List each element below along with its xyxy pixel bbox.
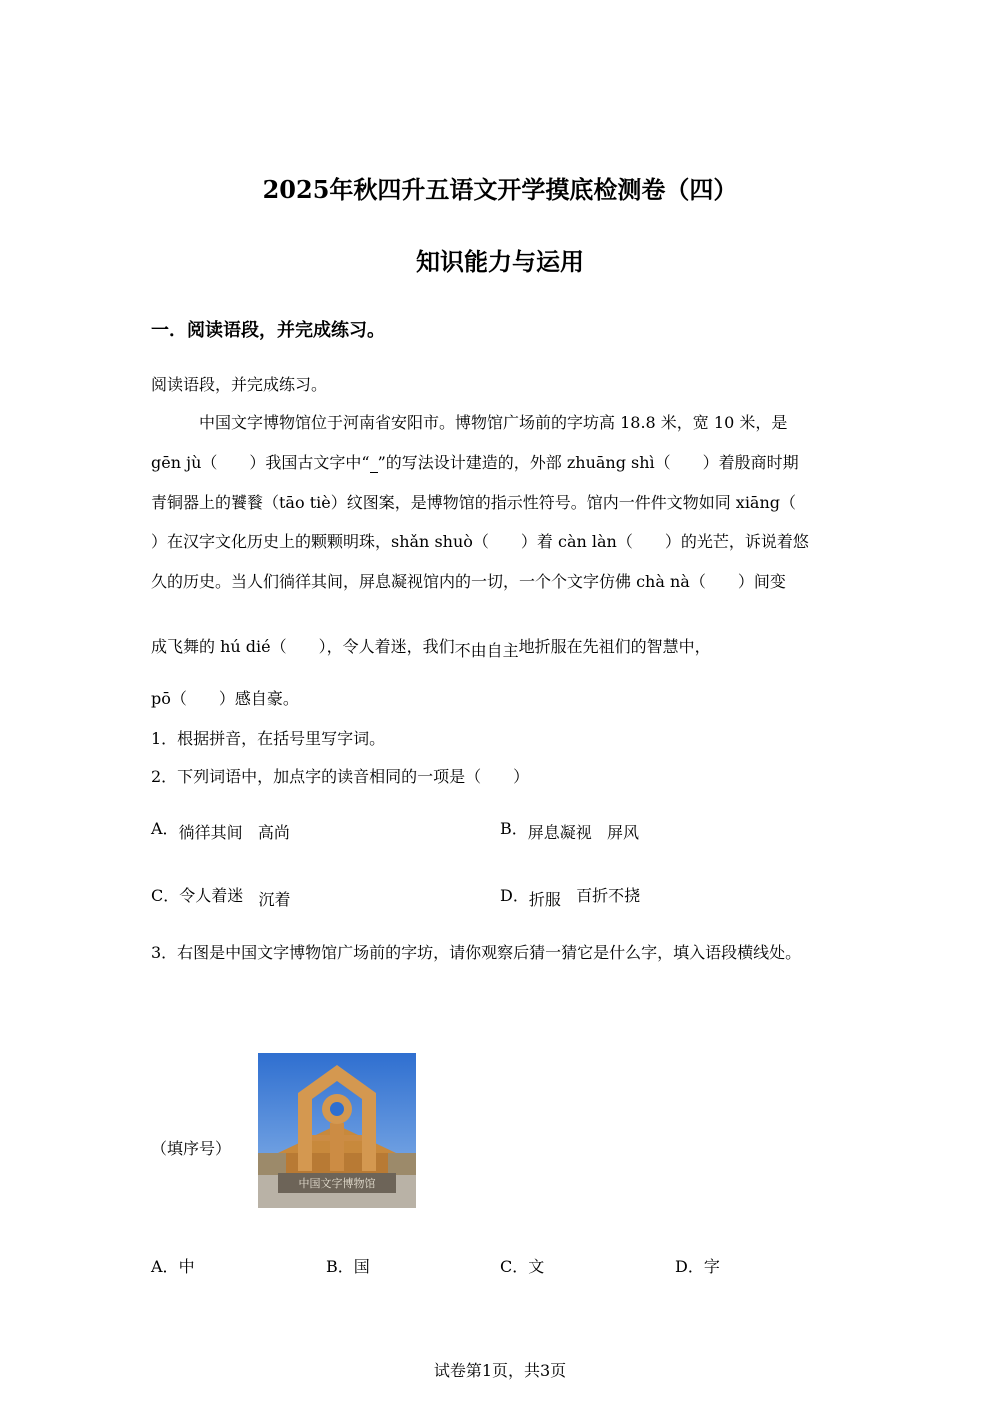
- option-2d: D．折服 百折不挠: [500, 886, 641, 909]
- question-3: 3．右图是中国文字博物馆广场前的字坊，请你观察后猜一猜它是什么字，填入语段横线处。: [151, 943, 802, 962]
- option-2a: A．徜徉其间 高尚: [151, 819, 290, 842]
- section-heading: 一．阅读语段，并完成练习。: [151, 320, 385, 341]
- option-3c: C．文: [500, 1257, 545, 1276]
- passage-line-1: 中国文字博物馆位于河南省安阳市。博物馆广场前的字坊高 18.8 米，宽 10 米，是: [199, 413, 788, 432]
- option-3b: B．国: [326, 1257, 370, 1276]
- question-2: 2．下列词语中，加点字的读音相同的一项是（ ）: [151, 767, 530, 786]
- passage-line-2: gēn jù（ ）我国古文字中“ ”的写法设计建造的，外部 zhuāng shì（ ）着殷商时期: [151, 453, 799, 472]
- photo-caption: 中国文字博物馆: [298, 1177, 376, 1190]
- blank-line: [370, 453, 378, 473]
- question-1: 1．根据拼音，在括号里写字词。: [151, 729, 386, 748]
- intro-text: 阅读语段，并完成练习。: [151, 375, 328, 394]
- page-subtitle: 知识能力与运用: [416, 247, 584, 276]
- page-footer: 试卷第1页，共3页: [433, 1361, 567, 1380]
- passage-line-6: 成飞舞的 hú dié（ ），令人着迷，我们不由自主地折服在先祖们的智慧中，: [151, 637, 711, 660]
- underlined-phrase: 不由自主: [454, 641, 519, 660]
- passage-line-7: pō（ ）感自豪。: [151, 689, 299, 708]
- page-title: 2025年秋四升五语文开学摸底检测卷（四）: [262, 175, 738, 204]
- option-2b: B．屏息凝视 屏风: [500, 819, 640, 842]
- option-3d: D．字: [675, 1257, 720, 1276]
- museum-gate-photo: [258, 1053, 416, 1208]
- option-3a: A．中: [151, 1257, 195, 1276]
- fill-note: （填序号）: [151, 1139, 232, 1158]
- option-2c: C．令人着迷 沉着: [151, 886, 291, 909]
- passage-line-5: 久的历史。当人们徜徉其间，屏息凝视馆内的一切，一个个文字仿佛 chà nà（ ）间变: [151, 572, 786, 591]
- passage-line-3: 青铜器上的饕餮（tāo tiè）纹图案，是博物馆的指示性符号。馆内一件件文物如同 xiāng（: [151, 493, 797, 512]
- passage-line-4: ）在汉字文化历史上的颗颗明珠，shǎn shuò（ ）着 càn làn（ ）的光芒，诉说着悠: [151, 532, 809, 551]
